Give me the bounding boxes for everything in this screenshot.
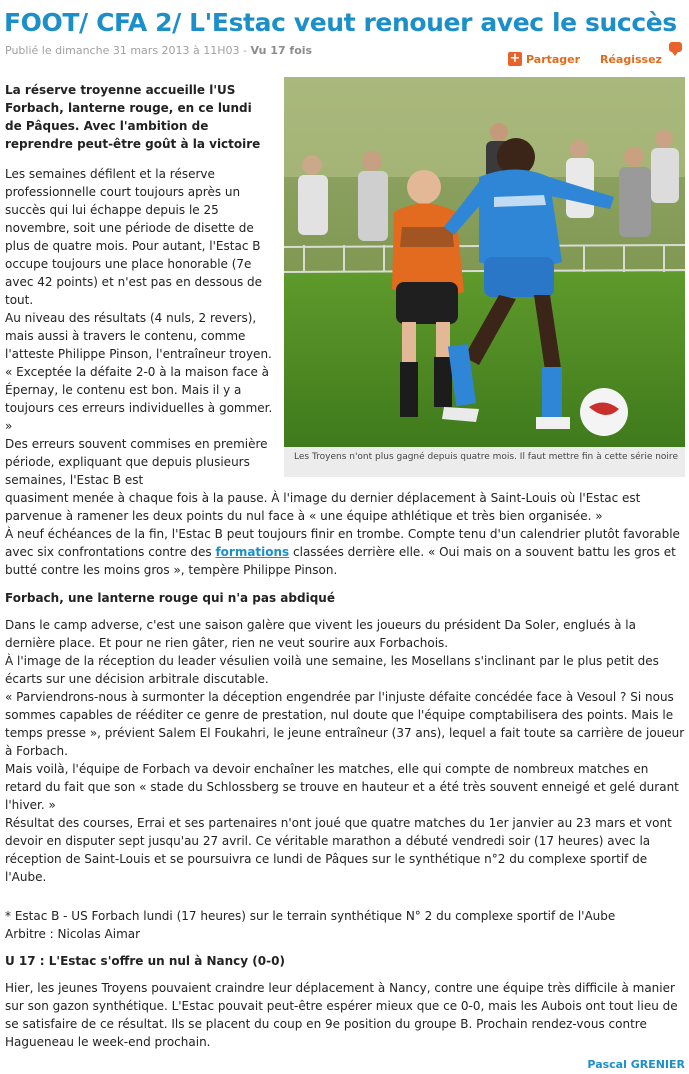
formations-text-after: classées derrière elle. « Oui mais on a souvent battu les gros et butté contre les moins gros », tempère Philippe Pinson. bbox=[5, 545, 676, 577]
article-author: Pascal GRENIER bbox=[587, 1058, 685, 1071]
body-paragraph: Résultat des courses, Errai et ses partenaires n'ont joué que quatre matches du 1er janvier au 23 mars et vont devoir en disputer sept jusqu'au 27 avril. Ce véritable marathon a débuté vendredi soir (17 heures) avec la réception de Saint-Louis et se poursuivra ce lundi de Pâques sur le synthétique n°2 du complexe sportif de l'Aube. bbox=[5, 816, 672, 884]
forbach-section bbox=[5, 616, 685, 886]
formations-link[interactable]: formations bbox=[215, 545, 290, 559]
article-photo-figure bbox=[284, 77, 685, 477]
article-body-full bbox=[5, 489, 685, 579]
publish-date: Publié le dimanche 31 mars 2013 à 11H03 bbox=[5, 44, 240, 57]
body-paragraph: Les semaines défilent et la réserve professionnelle court toujours après un succès qui lui échappe depuis le 25 novembre, soit une période de disette de plus de quatre mois. Pour autant, l'Estac B occupe toujours une place honorable (7e avec 42 points) et n'est pas en dessous de tout. bbox=[5, 167, 263, 307]
article-meta bbox=[5, 44, 312, 57]
meta-separator: - bbox=[239, 44, 251, 57]
plus-icon: + bbox=[509, 51, 521, 66]
body-paragraph: quasiment menée à chaque fois à la pause. À l'image du dernier déplacement à Saint-Louis où l'Estac est parvenue à ramener les deux points du nul face à « une équipe athlétique et très bien organisée. » bbox=[5, 491, 641, 523]
body-paragraph: Mais voilà, l'équipe de Forbach va devoir enchaîner les matches, elle qui compte de nombreux matches en retard du fait que son « stade du Schlossberg se trouve en hauteur et a été très souvent enneigé et gelé durant l'hiver. » bbox=[5, 762, 679, 812]
comment-bubble-icon[interactable] bbox=[669, 42, 682, 52]
share-label: Partager bbox=[526, 52, 581, 66]
photo-caption: Les Troyens n'ont plus gagné depuis quatre mois. Il faut mettre fin à cette série noire bbox=[294, 452, 678, 462]
referee-info: Arbitre : Nicolas Aimar bbox=[5, 927, 141, 941]
section-heading-forbach: Forbach, une lanterne rouge qui n'a pas abdiqué bbox=[5, 591, 335, 605]
article-photo bbox=[284, 77, 685, 447]
u17-section bbox=[5, 979, 685, 1051]
match-info-block bbox=[5, 907, 685, 943]
match-info: * Estac B - US Forbach lundi (17 heures) sur le terrain synthétique N° 2 du complexe sportif de l'Aube bbox=[5, 909, 616, 923]
share-button[interactable] bbox=[508, 52, 580, 66]
body-paragraph: À l'image de la réception du leader vésulien voilà une semaine, les Mosellans s'inclinant par le plus petit des écarts sur une décision arbitrale discutable. bbox=[5, 654, 659, 686]
article-lead: La réserve troyenne accueille l'US Forbach, lanterne rouge, en ce lundi de Pâques. Avec l'ambition de reprendre peut-être goût à la victoire bbox=[5, 83, 261, 151]
section-heading-u17: U 17 : L'Estac s'offre un nul à Nancy (0-0) bbox=[5, 954, 285, 968]
body-paragraph: « Parviendrons-nous à surmonter la déception engendrée par l'injuste défaite concédée face à Vesoul ? Si nous sommes capables de rééditer ce genre de prestation, nul doute que l'équipe comptabilisera des points. Mais le temps presse », prévient Salem El Foukahri, le jeune entraîneur (37 ans), lequel a fait toute sa carrière de joueur à Forbach. bbox=[5, 690, 685, 758]
body-paragraph-formations bbox=[5, 525, 685, 579]
view-count: Vu 17 fois bbox=[250, 44, 313, 57]
article-body-column bbox=[5, 165, 277, 489]
body-paragraph: Dans le camp adverse, c'est une saison galère que vivent les joueurs du président Da Soler, englués à la dernière place. Et pour ne rien gâter, rien ne veut sourire aux Forbachois. bbox=[5, 618, 636, 650]
football-players-photo bbox=[284, 77, 685, 447]
body-paragraph: Des erreurs souvent commises en première période, expliquant que depuis plusieurs semaines, l'Estac B est bbox=[5, 437, 268, 487]
formations-text-before: À neuf échéances de la fin, l'Estac B peut toujours finir en trombe. Compte tenu d'un calendrier plutôt favorable avec six confrontations contre des bbox=[5, 527, 680, 559]
article-title: FOOT/ CFA 2/ L'Estac veut renouer avec le succès bbox=[4, 8, 677, 37]
body-paragraph: Hier, les jeunes Troyens pouvaient craindre leur déplacement à Nancy, contre une équipe très difficile à manier sur son gazon synthétique. L'Estac pouvait peut-être espérer mieux que ce 0-0, mais les Aubois ont tout lieu de se satisfaire de ce résultat. Ils se placent du coup en 9e position du groupe B. Prochain rendez-vous contre Hagueneau le week-end prochain. bbox=[5, 981, 678, 1049]
react-link[interactable]: Réagissez bbox=[600, 53, 662, 66]
body-paragraph: Au niveau des résultats (4 nuls, 2 revers), mais aussi à travers le contenu, comme l'atteste Philippe Pinson, l'entraîneur troyen. « Exceptée la défaite 2-0 à la maison face à Épernay, le contenu est bon. Mais il y a toujours ces erreurs individuelles à gommer. » bbox=[5, 311, 273, 433]
